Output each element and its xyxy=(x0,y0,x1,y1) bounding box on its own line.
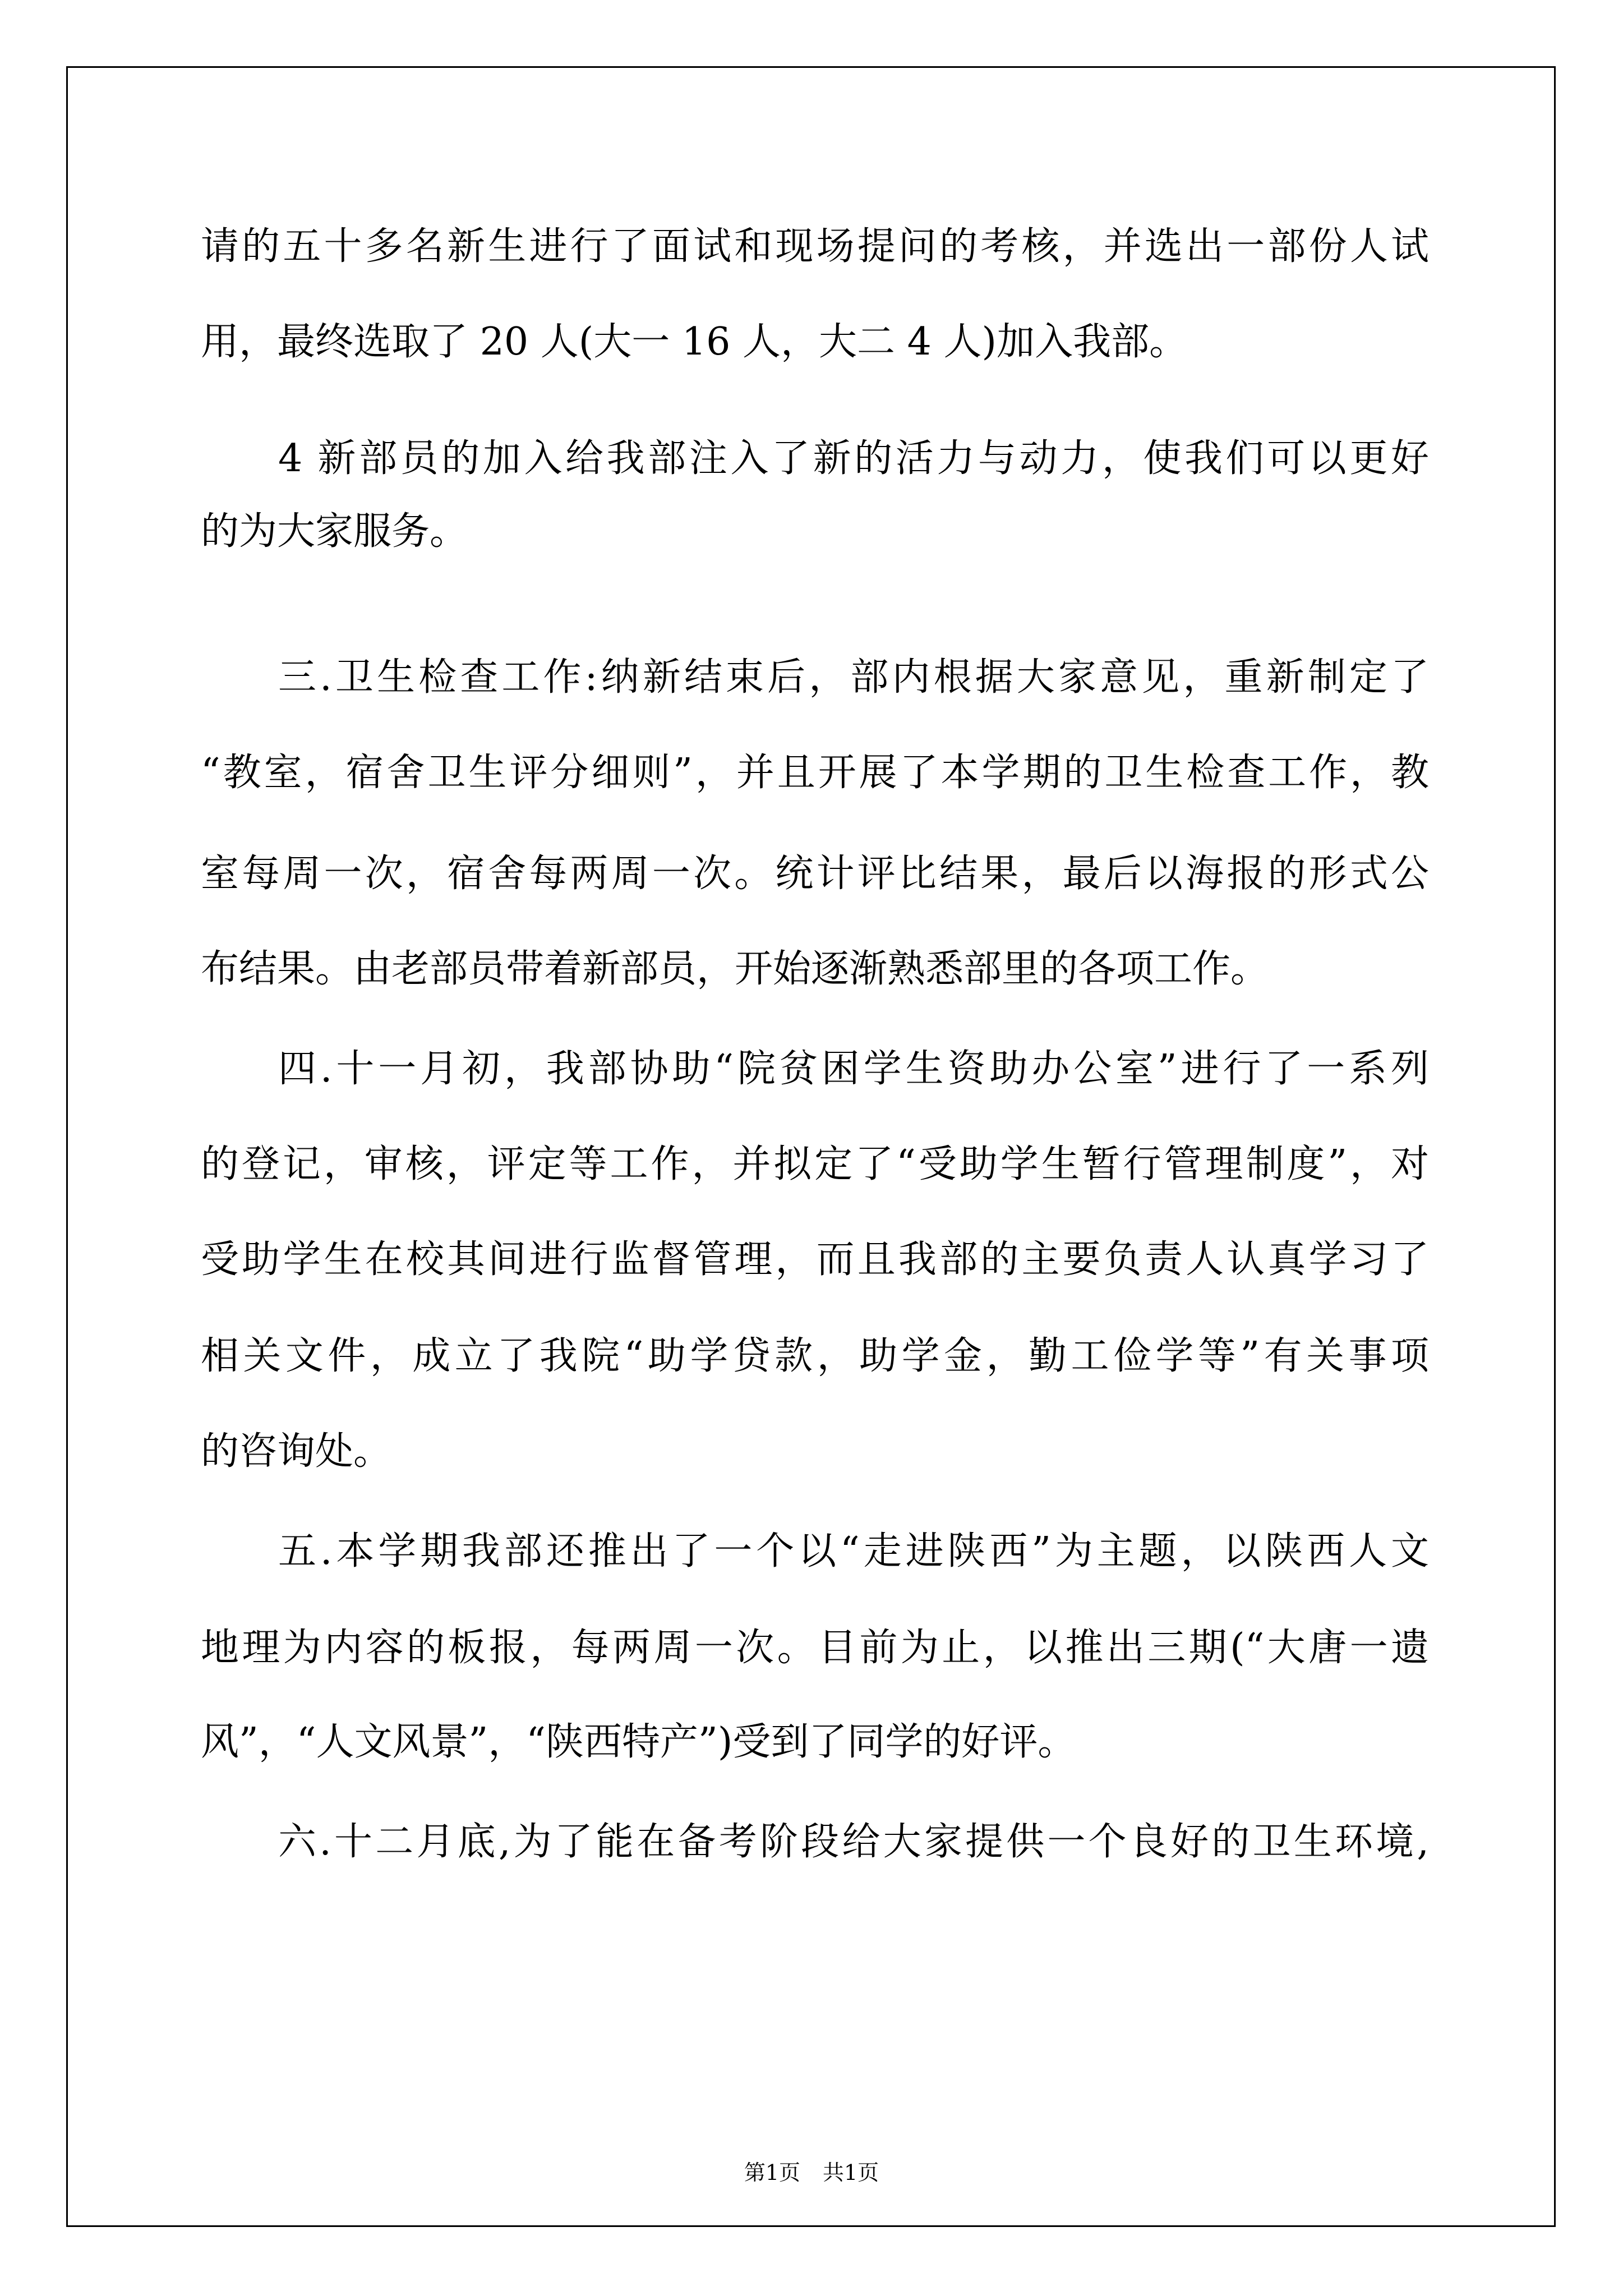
text-line: 四.十一月初，我部协助“院贫困学生资助办公室”进行了一系列 xyxy=(278,1047,1429,1091)
text-line: 三.卫生检查工作:纳新结束后，部内根据大家意见，重新制定了 xyxy=(278,655,1429,700)
text-line: 相关文件，成立了我院“助学贷款，助学金，勤工俭学等”有关事项 xyxy=(201,1334,1429,1378)
text-line: 的登记，审核，评定等工作，并拟定了“受助学生暂行管理制度”，对 xyxy=(201,1142,1429,1186)
page-number: 第1页 xyxy=(744,2160,800,2185)
text-line: 布结果。由老部员带着新部员，开始逐渐熟悉部里的各项工作。 xyxy=(201,947,1269,991)
text-line: 受助学生在校其间进行监督管理，而且我部的主要负责人认真学习了 xyxy=(201,1237,1429,1282)
text-line: 六.十二月底,为了能在备考阶段给大家提供一个良好的卫生环境, xyxy=(278,1820,1429,1864)
text-line: 用，最终选取了 20 人(大一 16 人，大二 4 人)加入我部。 xyxy=(201,320,1188,364)
text-line: “教室，宿舍卫生评分细则”，并且开展了本学期的卫生检查工作，教 xyxy=(201,751,1429,795)
text-line: 请的五十多名新生进行了面试和现场提问的考核，并选出一部份人试 xyxy=(201,224,1429,269)
text-line: 的为大家服务。 xyxy=(201,509,468,554)
text-line: 的咨询处。 xyxy=(201,1429,392,1474)
text-line: 五.本学期我部还推出了一个以“走进陕西”为主题，以陕西人文 xyxy=(278,1529,1429,1573)
page-footer xyxy=(0,2160,1623,2185)
page-total: 共1页 xyxy=(823,2160,879,2185)
text-line: 地理为内容的板报，每两周一次。目前为止，以推出三期(“大唐一遗 xyxy=(201,1626,1429,1670)
text-line: 室每周一次，宿舍每两周一次。统计评比结果，最后以海报的形式公 xyxy=(201,852,1429,896)
text-line: 4 新部员的加入给我部注入了新的活力与动力，使我们可以更好 xyxy=(278,436,1429,481)
text-line: 风”，“人文风景”，“陕西特产”)受到了同学的好评。 xyxy=(201,1720,1076,1764)
